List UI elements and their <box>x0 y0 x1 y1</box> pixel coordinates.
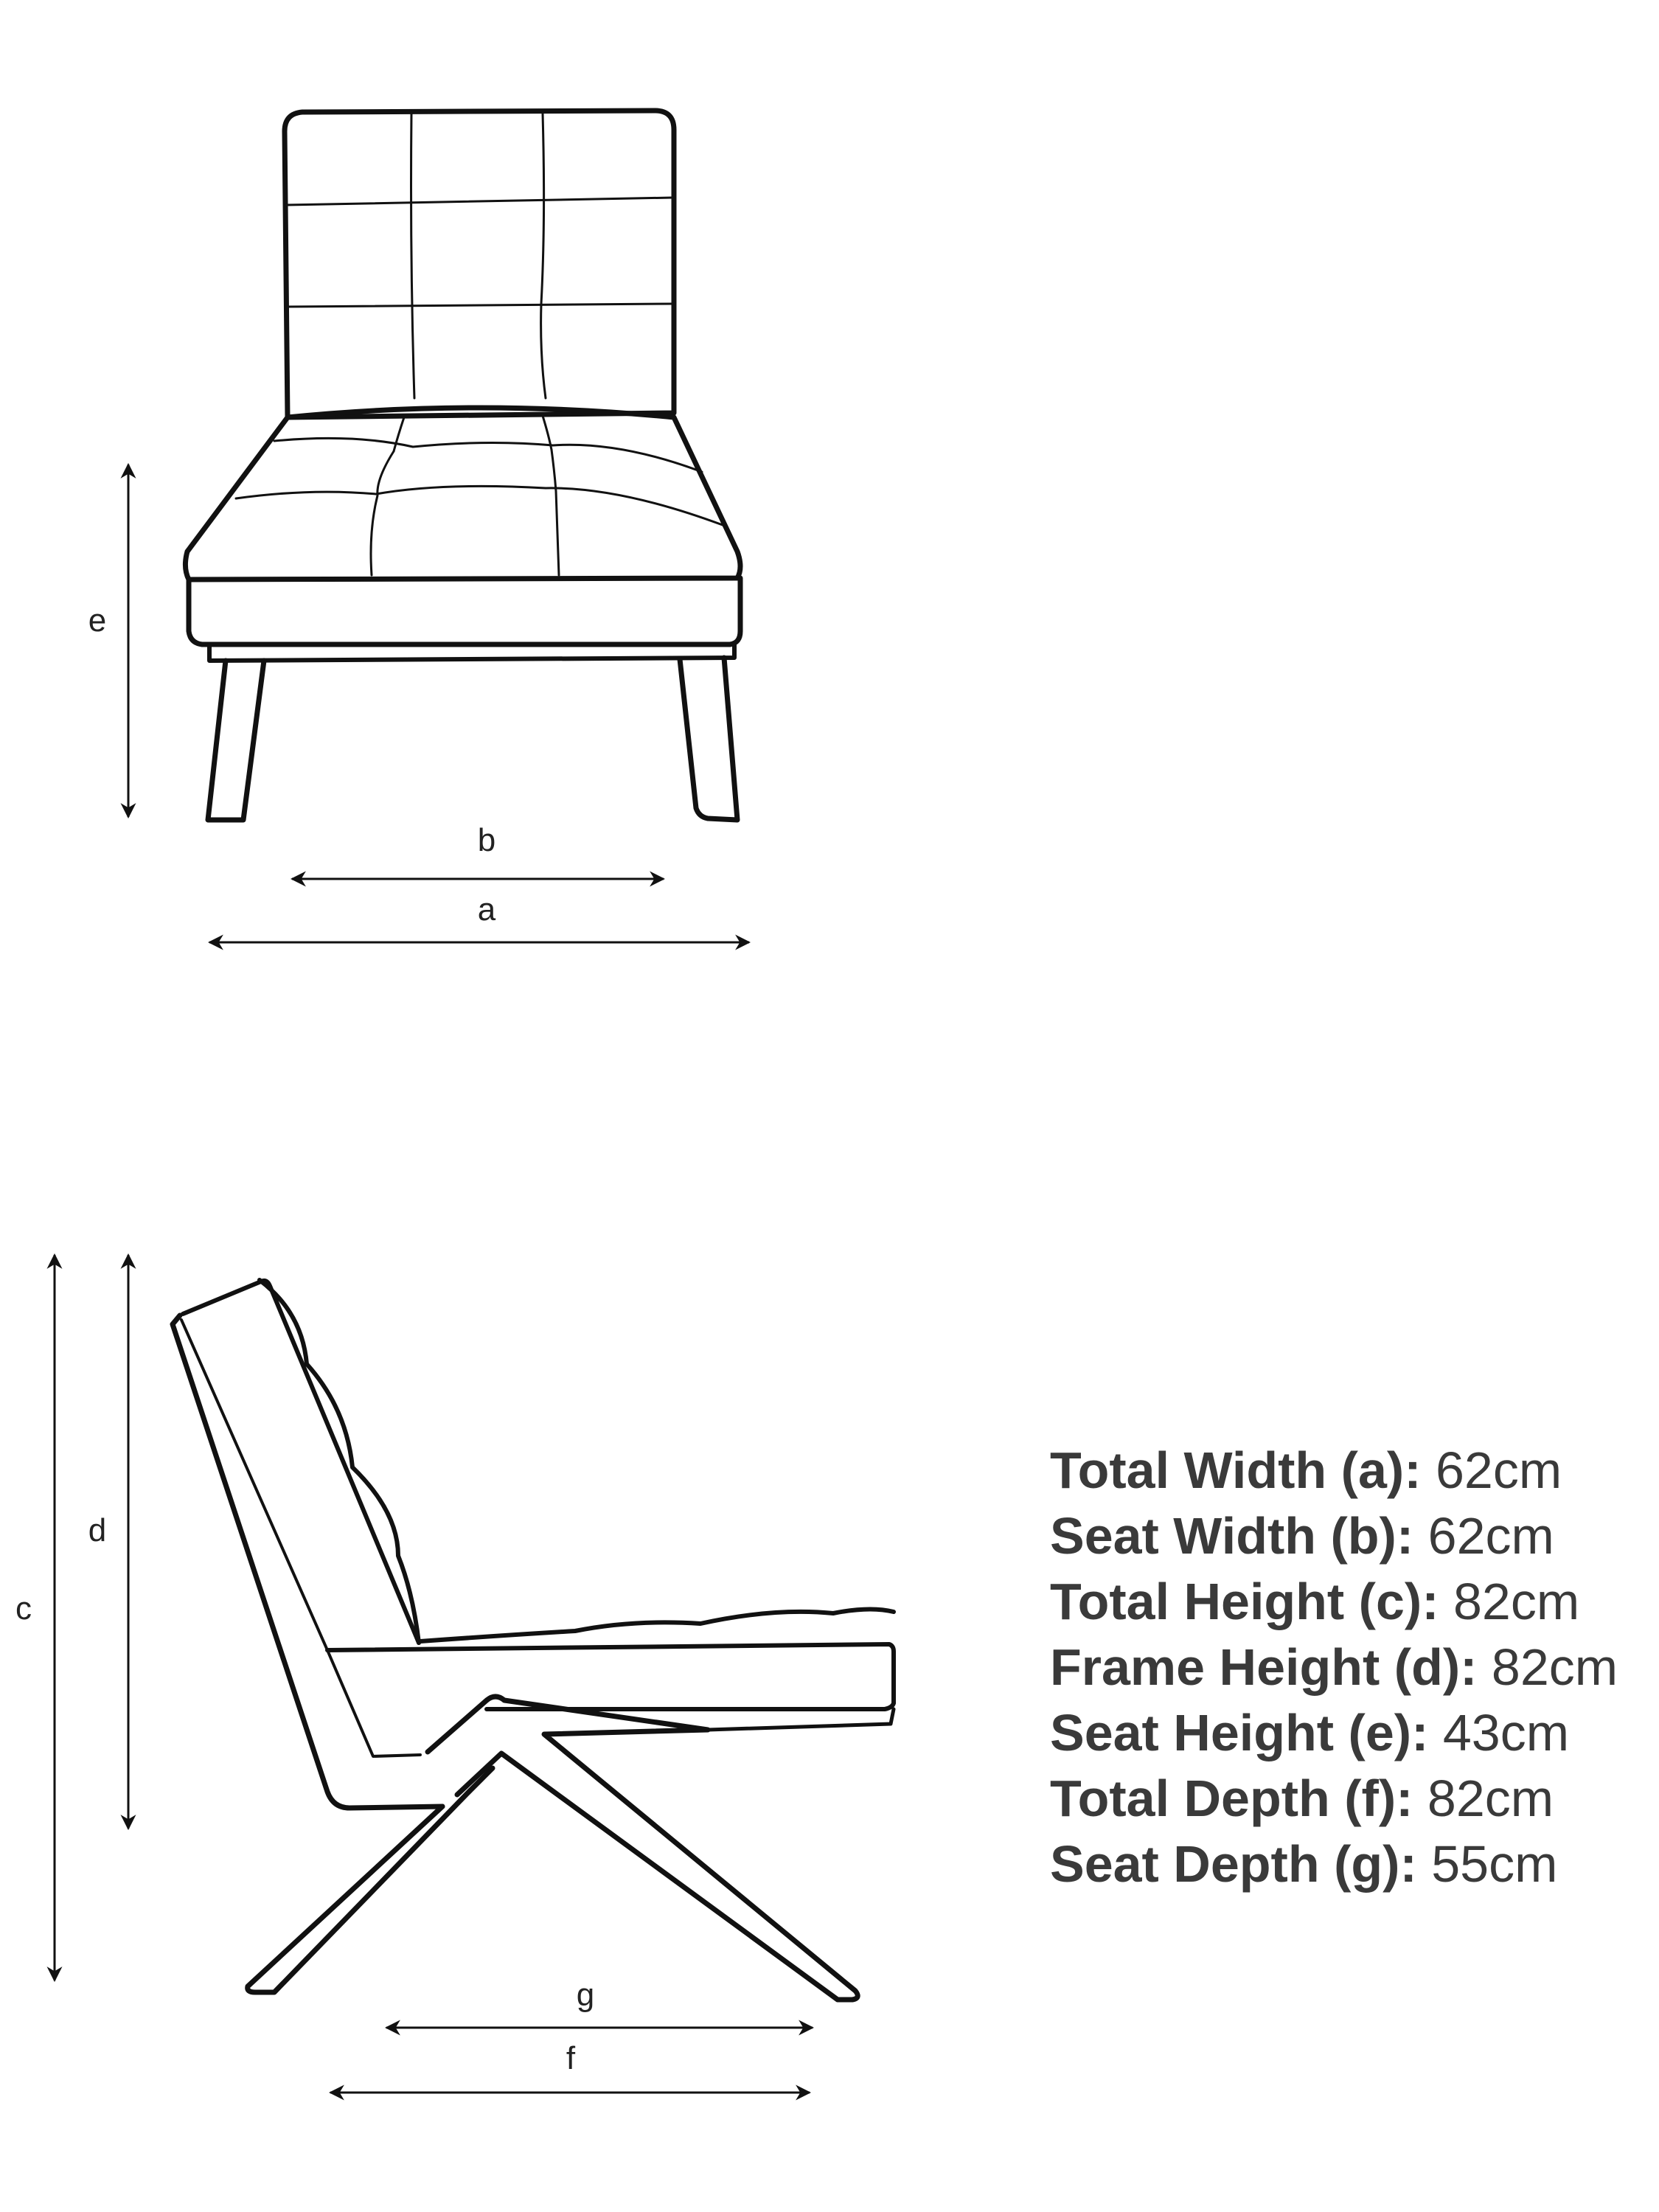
leg-side-rear <box>428 1697 858 2000</box>
chair-front-view <box>185 111 740 820</box>
spec-value: 62cm <box>1427 1507 1554 1565</box>
spec-item-seat-width <box>1050 1503 1618 1569</box>
side-frame-inner <box>181 1320 420 1756</box>
spec-label: Total Width (a): <box>1050 1441 1422 1499</box>
spec-item-total-width <box>1050 1438 1618 1503</box>
spec-label: Seat Width (b): <box>1050 1507 1414 1565</box>
spec-label: Total Height (c): <box>1050 1573 1439 1630</box>
leg-side-front <box>248 1768 493 1992</box>
spec-label: Seat Height (e): <box>1050 1704 1429 1761</box>
spec-label: Seat Depth (g): <box>1050 1835 1417 1893</box>
spec-label: Frame Height (d): <box>1050 1638 1478 1696</box>
backrest-front <box>285 111 674 417</box>
leg-front-left <box>208 661 264 820</box>
spec-value: 82cm <box>1491 1638 1618 1696</box>
dimension-label-d: d <box>88 1512 107 1548</box>
seat-frame-edge <box>708 1709 894 1730</box>
dimension-label-f: f <box>566 2040 576 2076</box>
leg-front-right <box>680 658 737 820</box>
spec-value: 62cm <box>1435 1441 1562 1499</box>
dimension-label-g: g <box>576 1977 595 2013</box>
seat-cushion-top <box>420 1609 894 1641</box>
seat-tufting <box>236 416 723 575</box>
spec-item-total-height <box>1050 1569 1618 1635</box>
dimension-label-a: a <box>477 891 496 928</box>
spec-value: 43cm <box>1442 1704 1570 1761</box>
spec-item-seat-depth <box>1050 1832 1618 1897</box>
chair-side-view <box>173 1280 894 2000</box>
dimension-label-e: e <box>88 602 107 639</box>
spec-item-total-depth <box>1050 1766 1618 1832</box>
seat-cushion-side <box>327 1644 894 1709</box>
seat-base-front <box>189 578 740 644</box>
spec-value: 82cm <box>1453 1573 1580 1630</box>
backrest-tufting <box>286 114 672 398</box>
spec-value: 55cm <box>1431 1835 1558 1893</box>
dimension-label-b: b <box>477 822 496 858</box>
spec-item-frame-height <box>1050 1635 1618 1700</box>
dimension-label-c: c <box>15 1590 32 1627</box>
spec-item-seat-height <box>1050 1700 1618 1766</box>
side-dimensions <box>55 1255 813 2093</box>
spec-label: Total Depth (f): <box>1050 1770 1413 1827</box>
spec-value: 82cm <box>1427 1770 1554 1827</box>
dimension-spec-list <box>1050 1438 1618 1897</box>
